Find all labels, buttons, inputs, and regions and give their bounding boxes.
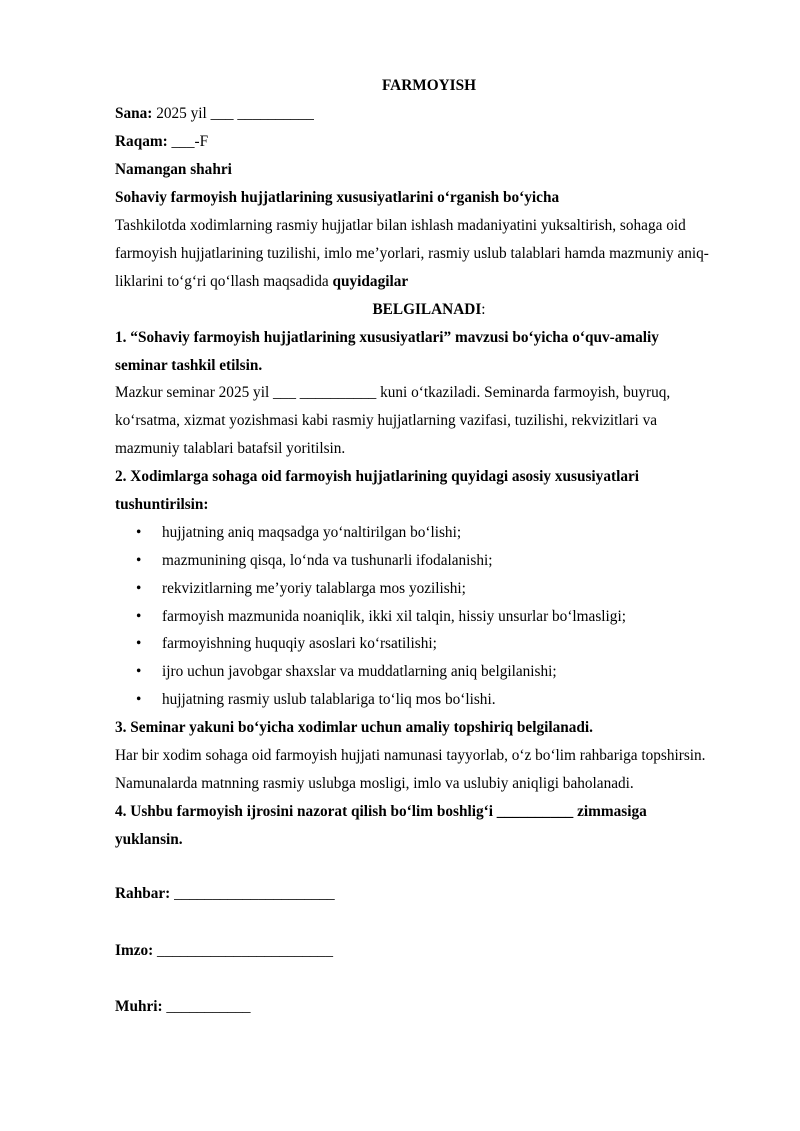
bullet-icon: • — [136, 524, 142, 541]
head-label: Rahbar: — [115, 885, 171, 902]
bullet-icon: • — [136, 635, 142, 652]
seal-line: ___________ — [162, 998, 251, 1015]
date-value: 2025 yil ___ __________ — [156, 105, 314, 122]
bullet-icon: • — [136, 580, 142, 597]
signature-head — [115, 884, 335, 904]
item2-heading-1: 2. Xodimlarga sohaga oid farmoyish hujjatlarining quyidagi asosiy xususiyatlari — [115, 468, 640, 485]
item1-heading-1: 1. “Sohaviy farmoyish hujjatlarining xususiyatlari” mavzusi bo‘yicha o‘quv-amaliy — [115, 329, 659, 346]
number-label: Raqam: — [115, 133, 168, 150]
city-line: Namangan shahri — [115, 161, 232, 178]
decision-heading — [0, 300, 800, 320]
list-item: ijro uchun javobgar shaxslar va muddatlarning aniq belgilanishi; — [162, 663, 557, 680]
list-item: mazmunining qisqa, lo‘nda va tushunarli ifodalanishi; — [162, 552, 493, 569]
intro-line-3-bold: quyidagilar — [332, 273, 409, 290]
sign-label: Imzo: — [115, 942, 154, 959]
bullet-icon: • — [136, 608, 142, 625]
intro-line-1: Tashkilotda xodimlarning rasmiy hujjatlar bilan ishlash madaniyatini yuksaltirish, sohaga oid — [115, 217, 686, 234]
subject-line: Sohaviy farmoyish hujjatlarining xususiyatlarini o‘rganish bo‘yicha — [115, 189, 560, 206]
head-line: _____________________ — [170, 885, 335, 902]
bullet-icon: • — [136, 691, 142, 708]
date-line — [115, 104, 314, 124]
item1-body-2: ko‘rsatma, xizmat yozishmasi kabi rasmiy hujjatlarning vazifasi, tuzilishi, rekvizitlari va — [115, 412, 658, 429]
date-label: Sana: — [115, 105, 153, 122]
item1-heading-2: seminar tashkil etilsin. — [115, 357, 263, 374]
list-item: hujjatning rasmiy uslub talablariga to‘liq mos bo‘lishi. — [162, 691, 496, 708]
sign-line: _______________________ — [153, 942, 333, 959]
item4-heading-1: 4. Ushbu farmoyish ijrosini nazorat qilish bo‘lim boshlig‘i __________ zimmasiga — [115, 803, 647, 820]
decision-heading-colon: : — [481, 301, 486, 318]
document-title: FARMOYISH — [381, 77, 477, 94]
intro-line-3 — [115, 272, 408, 292]
bullet-icon: • — [136, 552, 142, 569]
decision-heading-bold: BELGILANADI — [372, 301, 482, 318]
item2-heading-2: tushuntirilsin: — [115, 496, 209, 513]
bullet-icon: • — [136, 663, 142, 680]
signature-seal — [115, 997, 251, 1017]
signature-sign — [115, 941, 333, 961]
item3-body-2: Namunalarda matnning rasmiy uslubga mosligi, imlo va uslubiy aniqligi baholanadi. — [115, 775, 634, 792]
item1-body-3: mazmuniy talablari batafsil yoritilsin. — [115, 440, 346, 457]
seal-label: Muhri: — [115, 998, 163, 1015]
item3-heading: 3. Seminar yakuni bo‘yicha xodimlar uchun amaliy topshiriq belgilanadi. — [115, 719, 593, 736]
item1-body-1: Mazkur seminar 2025 yil ___ __________ kuni o‘tkaziladi. Seminarda farmoyish, buyruq, — [115, 384, 671, 401]
list-item: farmoyishning huquqiy asoslari ko‘rsatilishi; — [162, 635, 437, 652]
item3-body-1: Har bir xodim sohaga oid farmoyish hujjati namunasi tayyorlab, o‘z bo‘lim rahbariga topshirsin. — [115, 747, 706, 764]
number-value: ___-F — [171, 133, 209, 150]
intro-line-2: farmoyish hujjatlarining tuzilishi, imlo me’yorlari, rasmiy uslub talablari hamda mazmuniy aniq- — [115, 245, 709, 262]
number-line — [115, 132, 208, 152]
item4-heading-2: yuklansin. — [115, 831, 183, 848]
list-item: hujjatning aniq maqsadga yo‘naltirilgan bo‘lishi; — [162, 524, 462, 541]
list-item: farmoyish mazmunida noaniqlik, ikki xil talqin, hissiy unsurlar bo‘lmasligi; — [162, 608, 626, 625]
intro-line-3-text: liklarini to‘g‘ri qo‘llash maqsadida — [115, 273, 333, 290]
list-item: rekvizitlarning me’yoriy talablarga mos yozilishi; — [162, 580, 466, 597]
